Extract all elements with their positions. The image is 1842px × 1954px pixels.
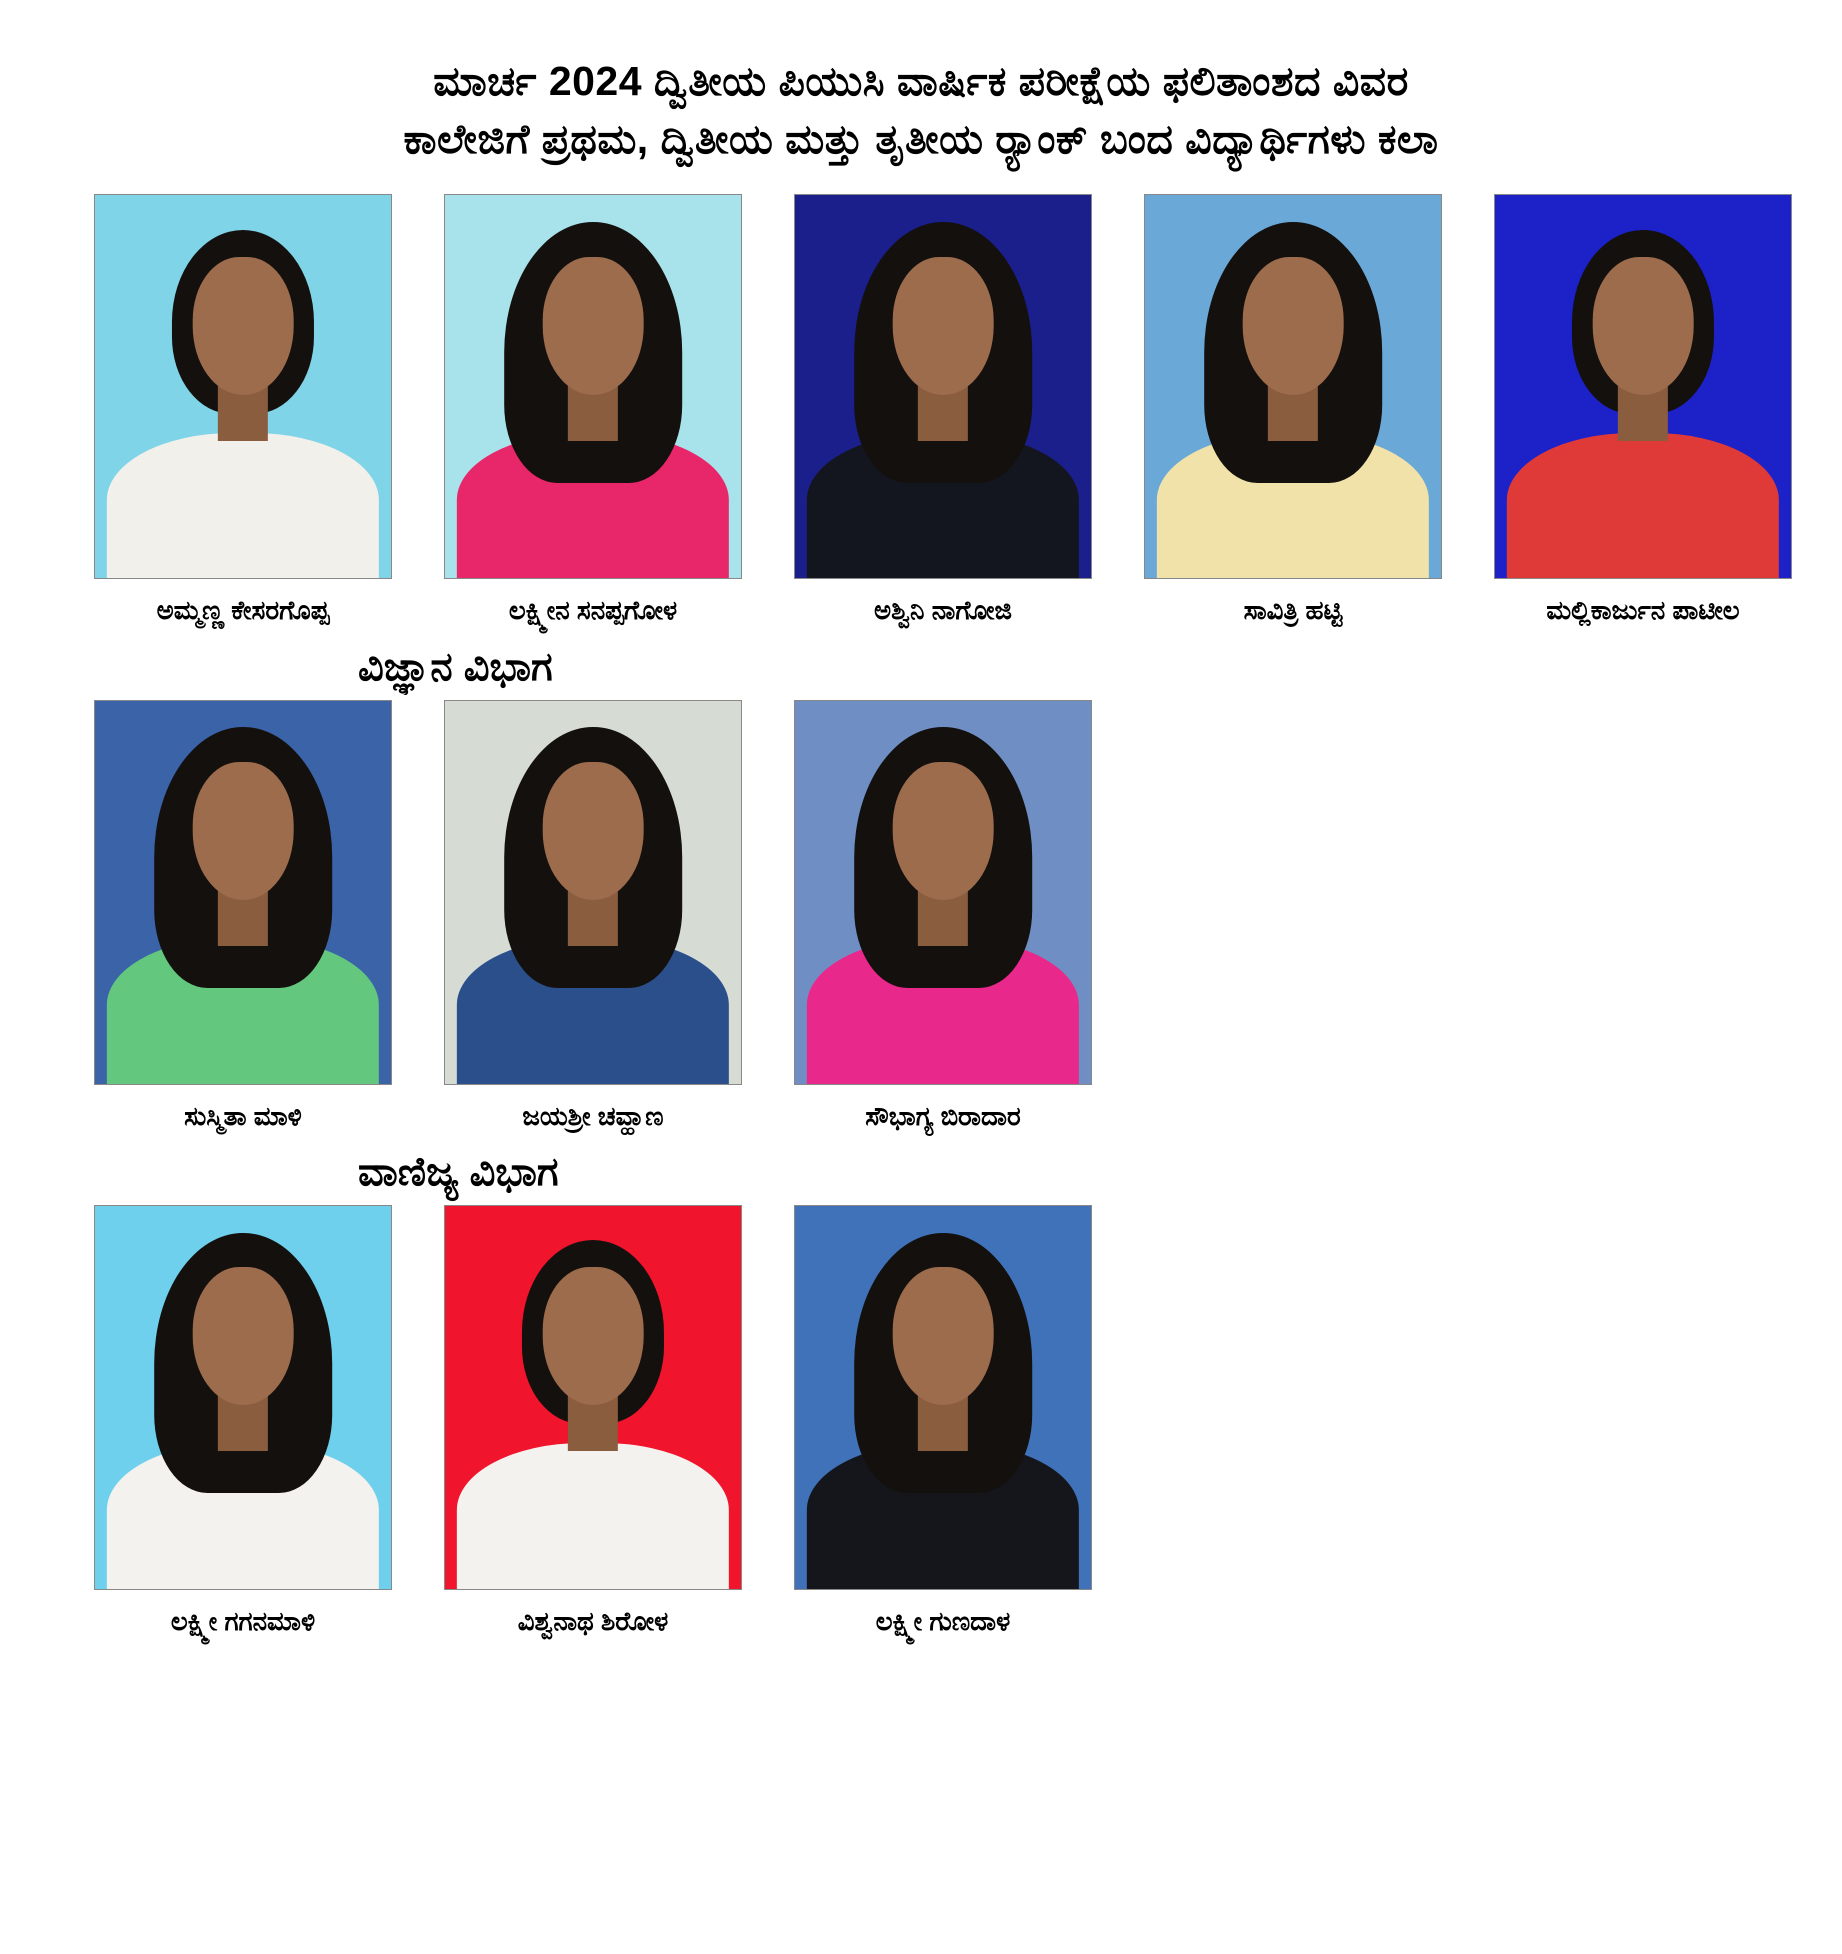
portrait-figure [445,1206,741,1589]
student-name: ಅಶ್ವಿನಿ ನಾಗೋಜಿ [873,595,1012,626]
student-card [68,194,418,626]
student-photo [1494,194,1792,579]
student-name: ಜಯಶ್ರೀ ಚವ್ಹಾಣ [522,1100,664,1131]
student-name: ಸಾವಿತ್ರಿ ಹಟ್ಟಿ [1243,595,1343,626]
student-card [768,700,1118,1132]
portrait-figure [445,701,741,1084]
section-heading-science: ವಿಜ್ಞಾನ ವಿಭಾಗ [358,644,553,689]
student-name: ಲಕ್ಷ್ಮೀನ ಸನಪ್ಪಗೋಳ [508,595,678,626]
student-name: ಮಲ್ಲಿಕಾರ್ಜುನ ಪಾಟೀಲ [1546,595,1740,626]
student-card [768,194,1118,626]
portrait-figure [795,701,1091,1084]
student-card [68,1205,418,1637]
student-card [768,1205,1118,1637]
student-name: ವಿಶ್ವನಾಥ ಶಿರೋಳ [517,1605,669,1636]
student-name: ಅಮ್ಮಣ್ಣ ಕೇಸರಗೊಪ್ಪ [156,595,330,626]
title-line-1: ಮಾರ್ಚ 2024 ದ್ವಿತೀಯ ಪಿಯುಸಿ ವಾರ್ಷಿಕ ಪರೀಕ್ಷೆಯ ಫಲಿತಾಂಶದ ವಿವರ [433,58,1409,104]
student-card [418,1205,768,1637]
student-photo [794,194,1092,579]
student-photo [444,700,742,1085]
student-name: ಸೌಭಾಗ್ಯ ಬಿರಾದಾರ [865,1100,1021,1131]
portrait-figure [95,1206,391,1589]
student-photo [94,194,392,579]
student-photo [794,700,1092,1085]
portrait-figure [445,195,741,578]
student-card [1468,194,1818,626]
student-card [68,700,418,1132]
portrait-figure [795,1206,1091,1589]
student-name: ಸುಸ್ಮಿತಾ ಮಾಳಿ [184,1100,302,1131]
student-photo [794,1205,1092,1590]
portrait-figure [795,195,1091,578]
portrait-figure [1145,195,1441,578]
student-name: ಲಕ್ಷ್ಮೀ ಗಗನಮಾಳಿ [170,1605,316,1636]
student-name: ಲಕ್ಷ್ಮೀ ಗುಣದಾಳ [875,1605,1011,1636]
student-photo [94,700,392,1085]
student-card [1118,194,1468,626]
student-row-arts [0,194,1842,626]
student-card [418,700,768,1132]
student-photo [444,1205,742,1590]
page-title [0,0,1842,168]
student-photo [444,194,742,579]
student-card [418,194,768,626]
student-photo [1144,194,1442,579]
portrait-figure [95,701,391,1084]
student-row-science [0,700,1842,1132]
section-heading-commerce: ವಾಣಿಜ್ಯ ವಿಭಾಗ [358,1149,559,1194]
portrait-figure [1495,195,1791,578]
student-row-commerce [0,1205,1842,1637]
portrait-figure [95,195,391,578]
student-photo [94,1205,392,1590]
title-line-2: ಕಾಲೇಜಿಗೆ ಪ್ರಥಮ, ದ್ವಿತೀಯ ಮತ್ತು ತೃತೀಯ ರ್‍ಯಾಂಕ್ ಬಂದ ವಿದ್ಯಾರ್ಥಿಗಳು ಕಲಾ [403,116,1439,163]
